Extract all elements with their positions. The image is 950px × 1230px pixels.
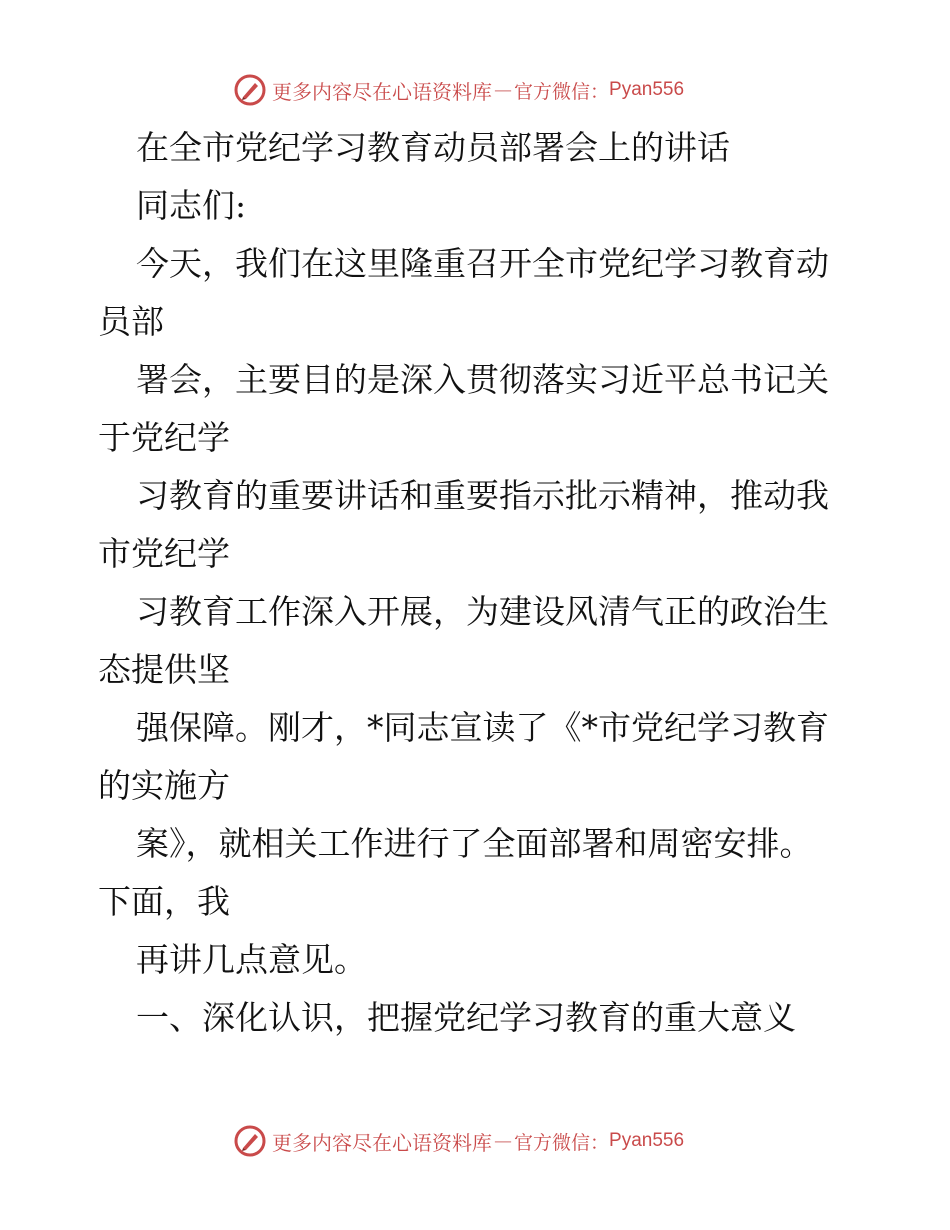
watermark-text: 更多内容尽在心语资料库: [272, 79, 492, 104]
paragraph-line: 习教育的重要讲话和重要指示批示精神，推动我: [136, 476, 829, 515]
watermark-text: 更多内容尽在心语资料库: [272, 1130, 492, 1155]
watermark-wechat-id: Pyan556: [609, 79, 685, 100]
watermark-banner-bottom: [234, 1124, 684, 1158]
pen-logo-icon: [234, 1125, 266, 1157]
watermark-wechat-id: Pyan556: [609, 1130, 685, 1151]
paragraph-line: 态提供坚: [98, 650, 230, 689]
paragraph-line: 员部: [98, 302, 164, 341]
watermark-dash: —: [494, 79, 512, 101]
paragraph-line: 再讲几点意见。: [136, 940, 367, 979]
paragraph-line: 的实施方: [98, 766, 230, 805]
document-title: 在全市党纪学习教育动员部署会上的讲话: [136, 128, 730, 167]
pen-logo-icon: [234, 74, 266, 106]
salutation: 同志们:: [136, 186, 247, 225]
section-heading: 一、深化认识，把握党纪学习教育的重大意义: [136, 998, 796, 1037]
paragraph-line: 强保障。刚才，*同志宣读了《*市党纪学习教育: [136, 708, 829, 747]
watermark-banner-top: [234, 73, 684, 107]
watermark-dash: —: [494, 1130, 512, 1152]
paragraph-line: 市党纪学: [98, 534, 230, 573]
paragraph-line: 下面，我: [98, 882, 230, 921]
paragraph-line: 今天，我们在这里隆重召开全市党纪学习教育动: [136, 244, 829, 283]
watermark-wechat-label: 官方微信：: [514, 1131, 610, 1154]
paragraph-line: 案》，就相关工作进行了全面部署和周密安排。: [136, 824, 813, 863]
watermark-wechat-label: 官方微信：: [514, 80, 610, 103]
paragraph-line: 署会，主要目的是深入贯彻落实习近平总书记关: [136, 360, 829, 399]
paragraph-line: 于党纪学: [98, 418, 230, 457]
paragraph-line: 习教育工作深入开展，为建设风清气正的政治生: [136, 592, 829, 631]
